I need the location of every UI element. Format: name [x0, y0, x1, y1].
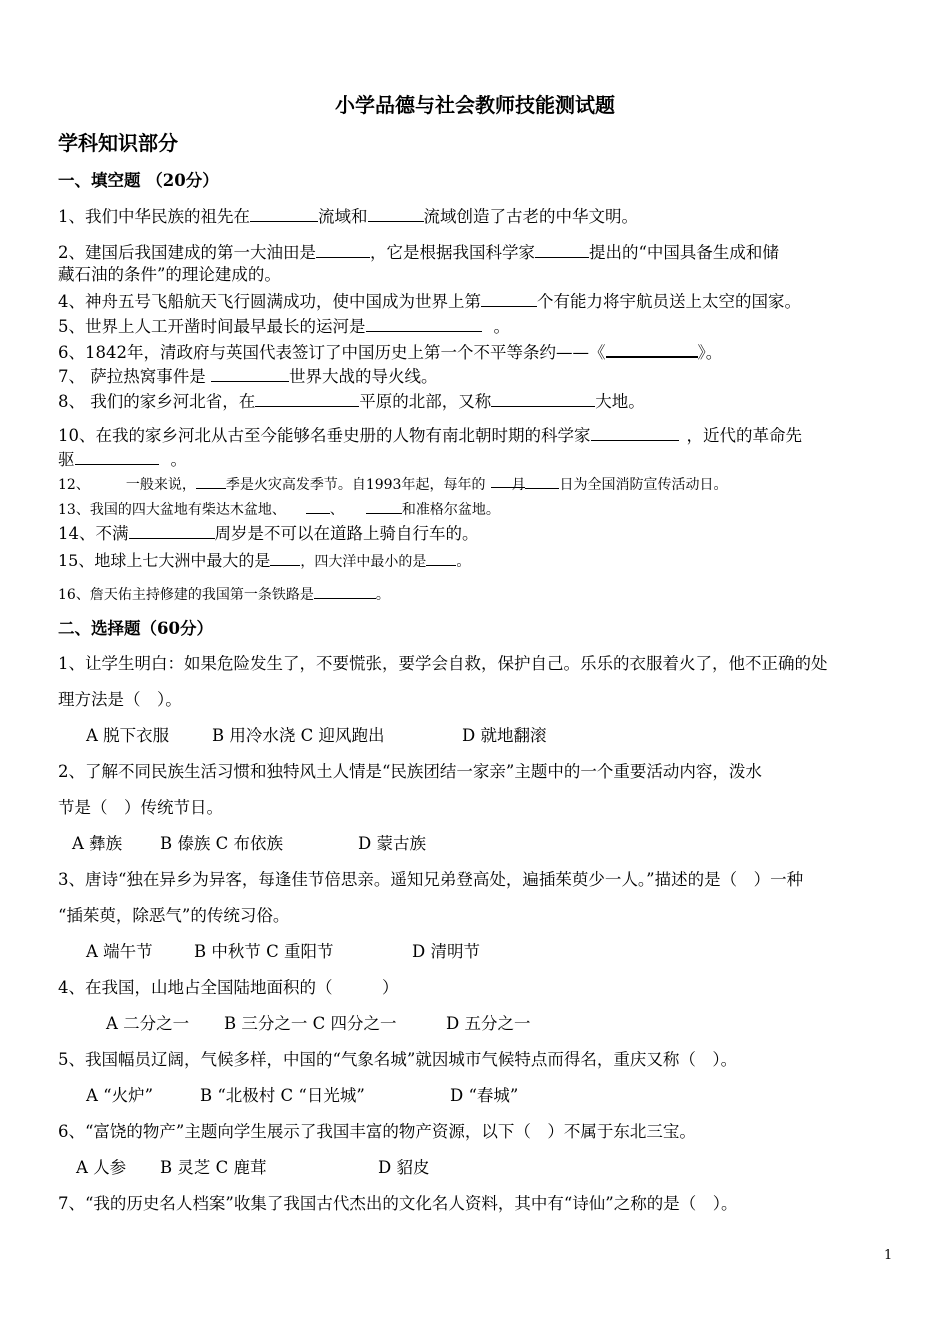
fill-question-7: 7、 萨拉热窝事件是 世界大战的导火线。 — [58, 367, 438, 386]
fill-question-2-continued: 藏石油的条件”的理论建成的。 — [58, 265, 281, 284]
answer-blank[interactable] — [491, 390, 595, 407]
answer-blank[interactable] — [366, 500, 402, 514]
option[interactable]: D 就地翻滚 — [462, 726, 547, 745]
choice-options-6 — [58, 1157, 898, 1179]
answer-blank[interactable] — [270, 552, 300, 566]
option[interactable]: B 傣族 C 布依族 — [160, 834, 283, 853]
answer-blank[interactable] — [314, 585, 376, 599]
answer-blank[interactable] — [606, 340, 698, 358]
fill-question-6: 6、1842年，清政府与英国代表签订了中国历史上第一个不平等条约——《 》。 — [58, 340, 898, 364]
answer-blank[interactable] — [535, 241, 589, 258]
choice-question-3-continued: “插茱萸，除恶气”的传统习俗。 — [58, 906, 290, 925]
answer-blank[interactable]: 月 — [491, 474, 525, 488]
part1-heading: 一、填空题 （20分） — [58, 171, 219, 190]
option[interactable]: A 脱下衣服 — [86, 726, 170, 745]
option[interactable]: D 清明节 — [412, 942, 480, 961]
choice-options-2 — [58, 833, 898, 855]
option[interactable]: A “火炉” — [86, 1086, 154, 1105]
fill-question-5: 5、世界上人工开凿时间最早最长的运河是 。 — [58, 317, 510, 336]
fill-question-12: 12、 一般来说， 季是火灾高发季节。自1993年起，每年的 月 日为全国消防宣传活动日。 — [58, 474, 898, 496]
option[interactable]: D 五分之一 — [446, 1014, 531, 1033]
option[interactable]: B 灵芝 C 鹿茸 — [160, 1158, 267, 1177]
option[interactable]: A 彝族 — [72, 834, 123, 853]
fill-question-15: 15、地球上七大洲中最大的是 ，四大洋中最小的是 。 — [58, 551, 471, 570]
choice-question-5: 5、我国幅员辽阔，气候多样，中国的“气象名城”就因城市气候特点而得名，重庆又称（ ）。 — [58, 1050, 738, 1069]
section-title: 学科知识部分 — [58, 131, 178, 155]
fill-question-4: 4、神舟五号飞船航天飞行圆满成功，使中国成为世界上第 个有能力将宇航员送上太空的国家。 — [58, 292, 801, 311]
answer-blank[interactable] — [196, 475, 226, 489]
choice-question-4: 4、在我国，山地占全国陆地面积的（ ） — [58, 978, 399, 997]
choice-options-4 — [58, 1013, 898, 1035]
answer-blank[interactable] — [129, 522, 215, 539]
answer-blank[interactable] — [211, 365, 289, 382]
choice-question-1: 1、让学生明白：如果危险发生了，不要慌张，要学会自救，保护自己。乐乐的衣服着火了，他不正确的处 — [58, 654, 828, 673]
choice-question-2-continued: 节是（ ）传统节日。 — [58, 798, 223, 817]
option[interactable]: A 端午节 — [86, 942, 153, 961]
choice-question-2: 2、了解不同民族生活习惯和独特风土人情是“民族团结一家亲”主题中的一个重要活动内容，泼水 — [58, 762, 762, 781]
fill-question-14: 14、不满 周岁是不可以在道路上骑自行车的。 — [58, 524, 479, 543]
fill-question-10-continued: 驱 。 — [58, 450, 187, 469]
choice-options-3 — [58, 941, 898, 963]
choice-question-3: 3、唐诗“独在异乡为异客，每逢佳节倍思亲。遥知兄弟登高处，遍插茱萸少一人。”描述的是（ ）一种 — [58, 870, 804, 889]
answer-blank[interactable] — [591, 424, 679, 441]
option[interactable]: B 三分之一 C 四分之一 — [224, 1014, 397, 1033]
option[interactable]: D 蒙古族 — [358, 834, 426, 853]
fill-question-10: 10、在我的家乡河北从古至今能够名垂史册的人物有南北朝时期的科学家 ，近代的革命先 — [58, 426, 802, 445]
part2-heading: 二、选择题（60分） — [58, 619, 213, 638]
choice-options-5 — [58, 1085, 898, 1107]
option[interactable]: D 貂皮 — [378, 1158, 430, 1177]
choice-options-1 — [58, 725, 898, 747]
answer-blank[interactable] — [250, 205, 318, 222]
answer-blank[interactable] — [255, 390, 359, 407]
answer-blank[interactable] — [316, 241, 370, 258]
answer-blank[interactable] — [366, 315, 482, 332]
option[interactable]: B “北极村 C “日光城” — [200, 1086, 365, 1105]
fill-question-13: 13、我国的四大盆地有柴达木盆地、 、 和准格尔盆地。 — [58, 502, 500, 518]
answer-blank[interactable] — [306, 500, 330, 514]
answer-blank[interactable] — [525, 475, 559, 489]
fill-question-2: 2、建国后我国建成的第一大油田是 ，它是根据我国科学家 提出的“中国具备生成和储 — [58, 243, 779, 262]
option[interactable]: D “春城” — [450, 1086, 519, 1105]
page-number: 1 — [884, 1248, 893, 1263]
answer-blank[interactable] — [426, 552, 456, 566]
fill-question-1: 1、我们中华民族的祖先在 流域和 流域创造了古老的中华文明。 — [58, 207, 638, 226]
option[interactable]: A 二分之一 — [106, 1014, 190, 1033]
answer-blank[interactable] — [481, 290, 537, 307]
option[interactable]: B 中秋节 C 重阳节 — [194, 942, 334, 961]
choice-question-6: 6、“富饶的物产”主题向学生展示了我国丰富的物产资源，以下（ ）不属于东北三宝。 — [58, 1122, 696, 1141]
answer-blank[interactable] — [368, 205, 424, 222]
choice-question-1-continued: 理方法是（ ）。 — [58, 690, 182, 709]
fill-question-16: 16、詹天佑主持修建的我国第一条铁路是 。 — [58, 587, 390, 603]
choice-question-7: 7、“我的历史名人档案”收集了我国古代杰出的文化名人资料，其中有“诗仙”之称的是（ ）。 — [58, 1194, 738, 1213]
fill-question-8: 8、 我们的家乡河北省，在 平原的北部，又称 大地。 — [58, 392, 645, 411]
answer-blank[interactable] — [75, 448, 159, 465]
option[interactable]: A 人参 — [76, 1158, 127, 1177]
option[interactable]: B 用冷水浇 C 迎风跑出 — [212, 726, 385, 745]
document-title: 小学品德与社会教师技能测试题 — [335, 93, 615, 117]
